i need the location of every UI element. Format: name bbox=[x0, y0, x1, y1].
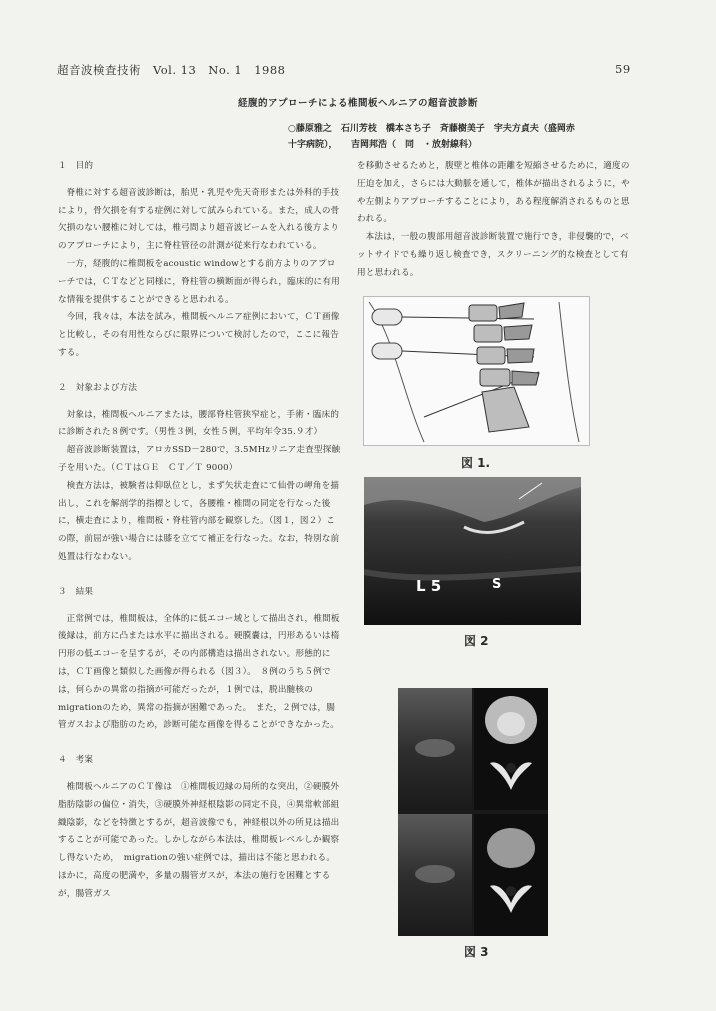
label-l5: L 5 bbox=[416, 577, 442, 595]
figure-3-composite bbox=[398, 688, 548, 936]
journal-header: 超音波検査技術 Vol. 13 No. 1 1988 bbox=[57, 63, 286, 77]
vertebrae bbox=[469, 305, 529, 432]
paragraph: 本法は，一般の腹部用超音波診断装置で施行でき，非侵襲的で，ベットサイドでも繰り返し検査でき，スクリーニング的な検査として有用と思われる。 bbox=[357, 232, 629, 278]
figure-1-diagram bbox=[363, 296, 590, 446]
paragraph: を移動させるためと，腹壁と椎体の距離を短縮させるために，適度の圧迫を加え，さらには大動脈を通して，椎体が描出されるように，やや左側よりアプローチすることにより，ある程度解消されるものと思われる。 bbox=[357, 161, 630, 225]
author-line-2: 十字病院）， 吉岡邦浩（ 同 ・放射線科） bbox=[288, 140, 478, 150]
paragraph: 検査方法は，被験者は仰臥位とし，まず矢状走査にて仙骨の岬角を描出し，これを解剖学的指標として，各腰椎・椎間の同定を行なった後に，横走査により，椎間板・脊柱管内部を観察した。（図１，図２）この際，前屈が強い場合には膝を立てて補正を行なった。なお，特別な前処置は行なわない。 bbox=[58, 480, 340, 562]
section-heading-discussion: ４ 考案 bbox=[58, 755, 94, 766]
paragraph: 椎間板ヘルニアのＣＴ像は ①椎間板辺縁の局所的な突出，②硬膜外脂肪陰影の偏位・消失，③硬膜外神経根陰影の同定不良，④異常軟部組織陰影，などを特徴とするが，超音波像でも，神経根以外の所見は描出することが可能であった。しかしながら本法は，椎間板レベルしか観察し得ないため， migrationの強い症例では，描出は不能と思われる。ほかに，高度の肥満や，多量の腸管ガスが，本法の施行を困難とするが，腸管ガス bbox=[58, 781, 340, 899]
paragraph: 一方，経腹的に椎間板をacoustic windowとする前方よりのアプローチでは，ＣＴなどと同様に，脊柱管の横断面が得られ，臨床的に有用な情報を提供することができると思われる。 bbox=[58, 258, 340, 305]
author-line-1: ○藤原雅之 石川芳枝 橋本さち子 斉藤樹美子 宇夫方貞夫（盛岡赤 bbox=[288, 124, 575, 134]
figure-1-caption: 図 1. bbox=[461, 456, 491, 470]
probe-lower bbox=[372, 343, 402, 359]
right-column bbox=[357, 158, 632, 283]
paragraph: 超音波診断装置は，アロカSSD－280で，3.5MHzリニア走査型探触子を用いた。（ＣＴはＧＥ ＣＴ／Ｔ 9000） bbox=[58, 445, 341, 473]
figure-2-caption: 図 2 bbox=[464, 634, 489, 648]
paragraph: 正常例では，椎間板は，全体的に低エコー域として描出され，椎間板後縁は，前方に凸または水平に描出される。硬膜嚢は，円形あるいは楕円形の低エコーを呈するが，その内部構造は描出されない。形態的には，ＣＴ画像と類似した画像が得られる（図３）。 ８例のうち５例では，何らかの異常の指摘が可能だったが，１例では，脱出髄核のmigrationのため，異常の指摘が困難であった。 また，２例では，腸管ガスおよび脂肪のため，診断可能な画像を得ることができなかった。 bbox=[58, 613, 340, 731]
section-heading-methods: ２ 対象および方法 bbox=[58, 382, 138, 393]
label-s: S bbox=[492, 577, 502, 592]
author-list bbox=[288, 121, 608, 153]
paragraph: 脊椎に対する超音波診断は，胎児・乳児や先天奇形または外科的手技により，骨欠損を有する症例に対して試みられている。また，成人の骨欠損のない腰椎に対しては，椎弓間より超音波ビームを入れる後方よりのアプローチにより，主に脊柱管径の計測が従来行なわれている。 bbox=[58, 187, 340, 252]
left-column bbox=[58, 158, 343, 903]
section-heading-results: ３ 結果 bbox=[58, 586, 94, 597]
spine-probe-diagram bbox=[364, 297, 589, 445]
paragraph: 今回，我々は，本法を試み，椎間板ヘルニア症例において，ＣＴ画像と比較し，その有用性ならびに限界について検討したので，ここに報告する。 bbox=[58, 312, 340, 358]
figure-3-caption: 図 3 bbox=[464, 945, 489, 959]
ultrasound-image bbox=[364, 477, 581, 625]
paragraph: 対象は，椎間板ヘルニアまたは，腰部脊柱管狭窄症と，手術・臨床的に診断された８例です。（男性３例，女性５例，平均年令35.９才） bbox=[58, 409, 340, 438]
paper-title: 経腹的アプローチによる椎間板ヘルニアの超音波診断 bbox=[237, 98, 478, 109]
section-heading-purpose: １ 目的 bbox=[58, 161, 94, 171]
page-number: 59 bbox=[615, 62, 631, 76]
figure-2-ultrasound bbox=[364, 477, 581, 625]
us-ct-comparison bbox=[398, 688, 548, 936]
probe-upper bbox=[372, 309, 402, 325]
